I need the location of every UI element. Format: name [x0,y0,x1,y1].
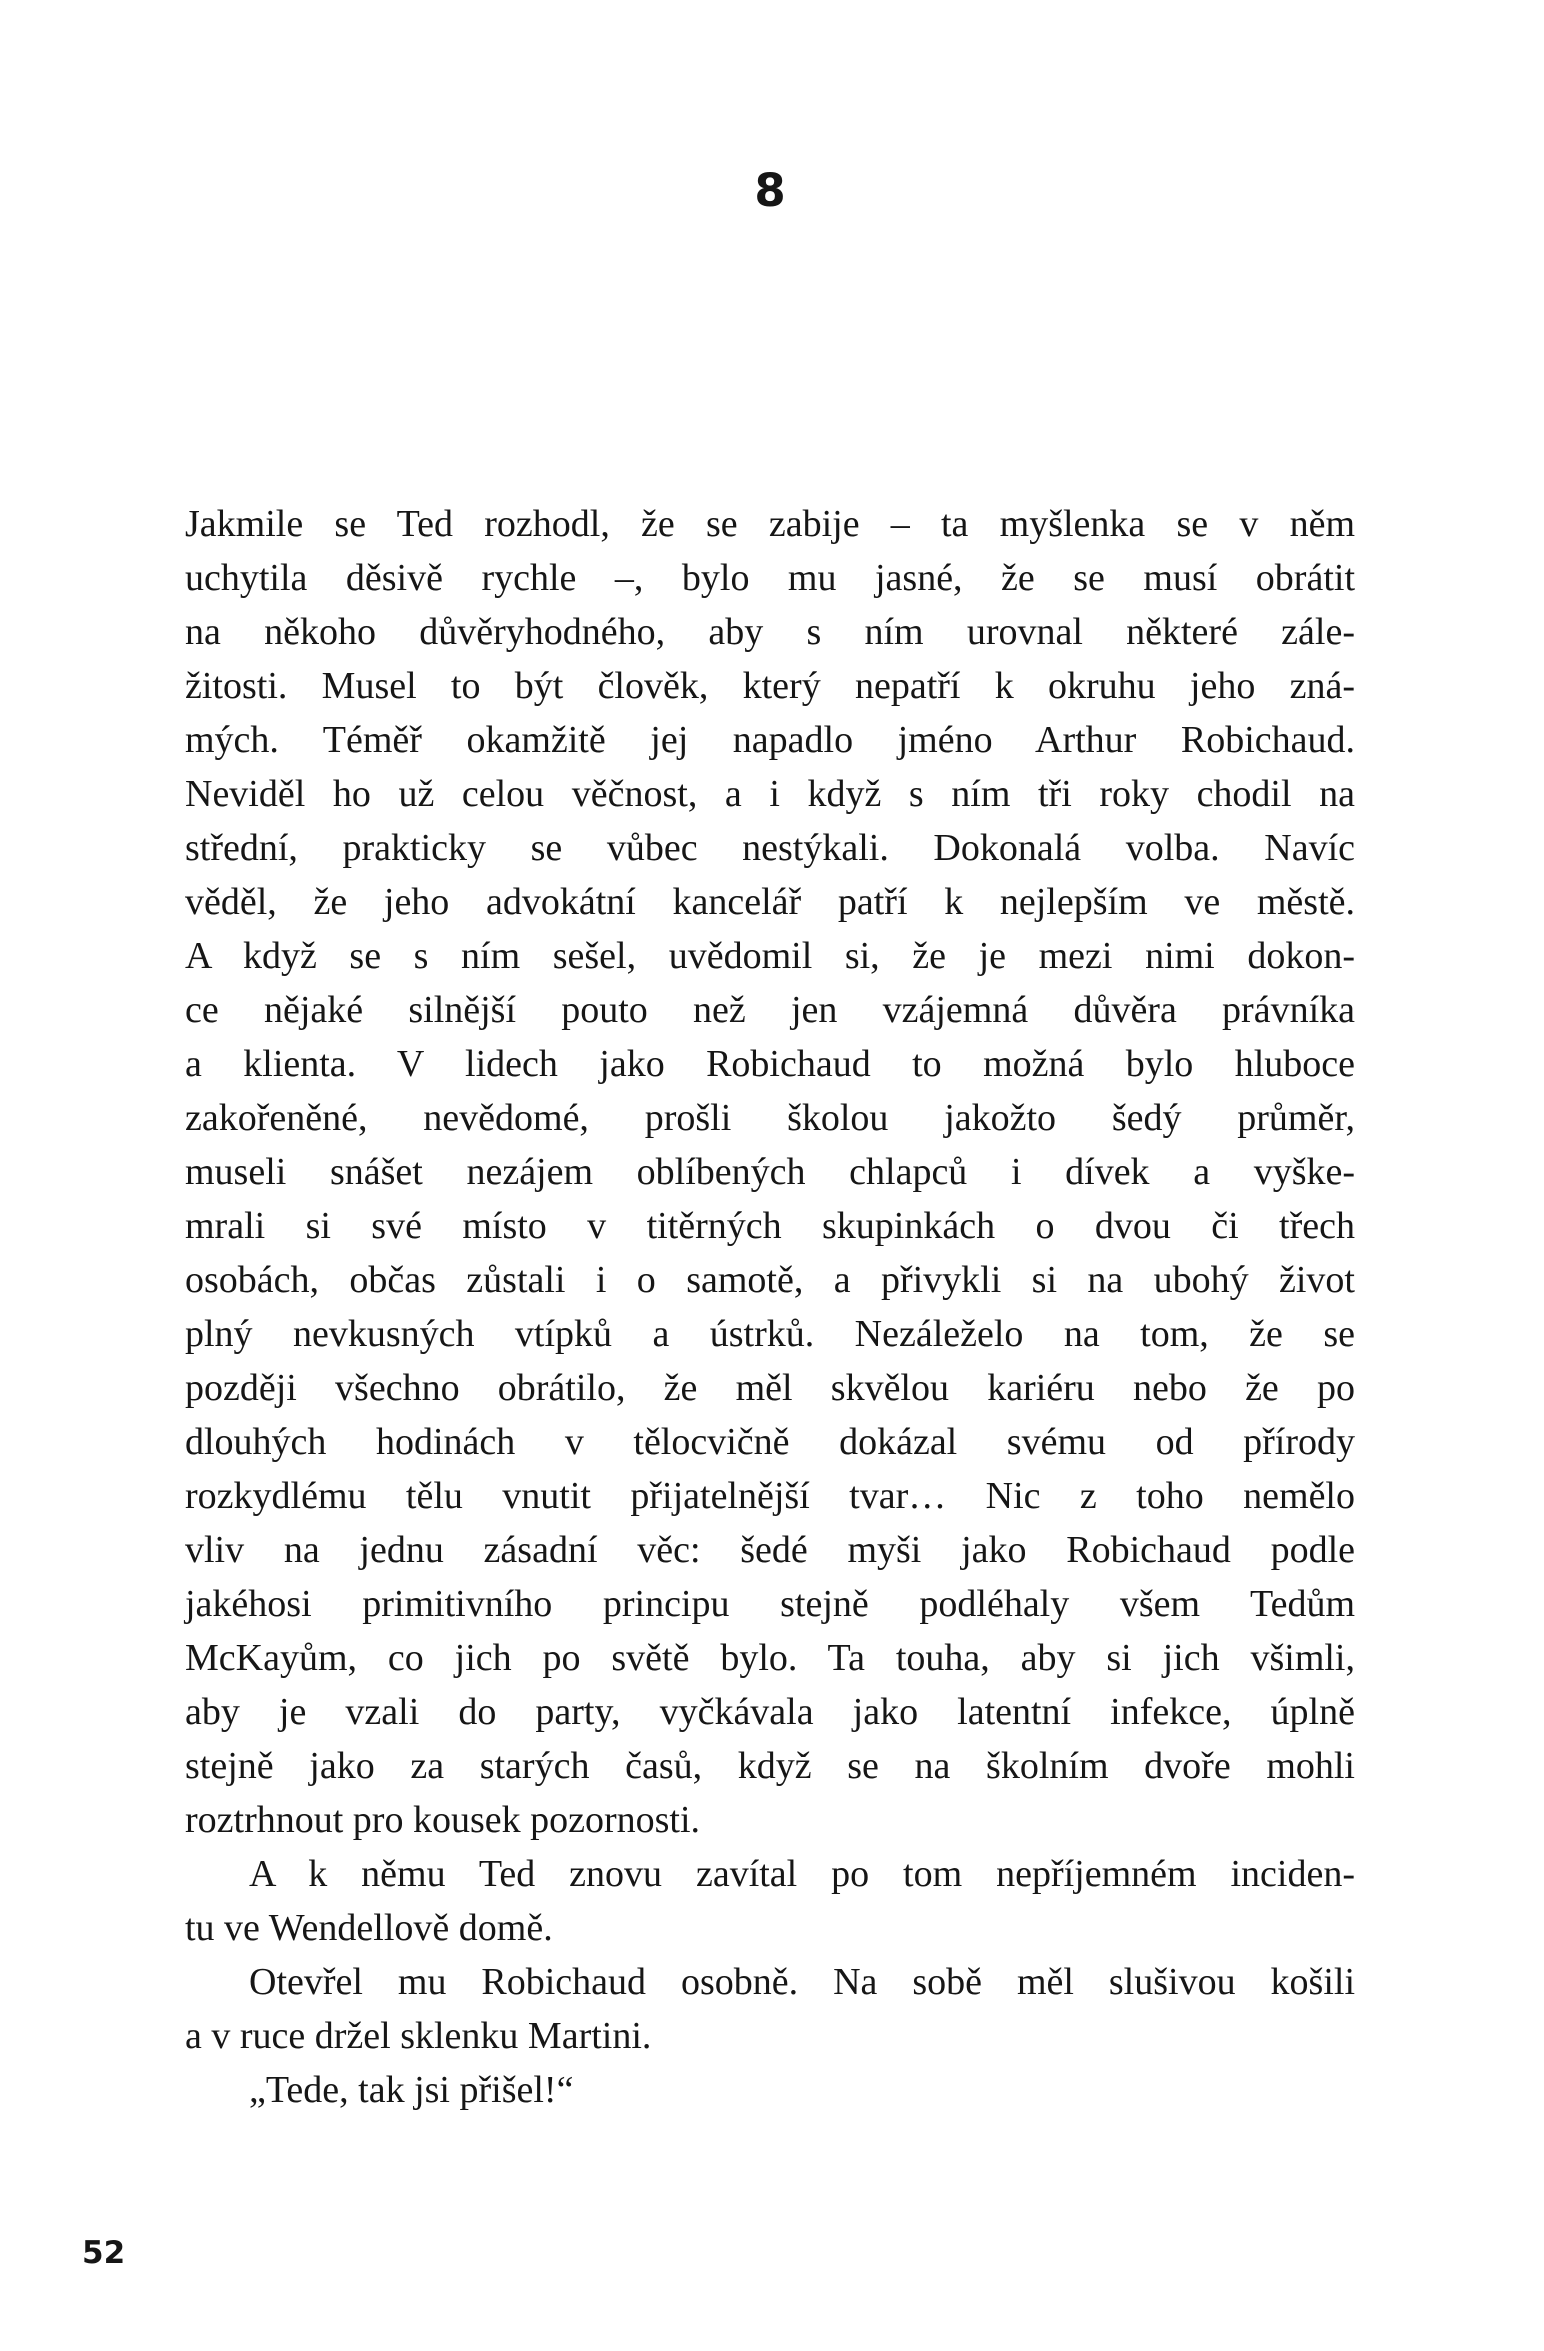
text-line: osobách, občas zůstali i o samotě, a přivykli si na ubohý život [185,1259,1355,1301]
text-line: tu ve Wendellově domě. [185,1907,553,1949]
text-line: mých. Téměř okamžitě jej napadlo jméno Arthur Robichaud. [185,719,1355,761]
text-line: plný nevkusných vtípků a ústrků. Nezáleželo na tom, že se [185,1313,1355,1355]
body-text-block [185,497,1355,2117]
text-line: mrali si své místo v titěrných skupinkách o dvou či třech [185,1205,1355,1247]
chapter-number: 8 [754,164,786,217]
text-line: věděl, že jeho advokátní kancelář patří k nejlepším ve městě. [185,881,1355,923]
text-line: Otevřel mu Robichaud osobně. Na sobě měl slušivou košili [249,1961,1355,2003]
text-line: jakéhosi primitivního principu stejně podléhaly všem Tedům [185,1583,1355,1625]
text-line: na někoho důvěryhodného, aby s ním urovnal některé zále- [185,611,1355,653]
page-number: 52 [82,2235,126,2271]
text-line: museli snášet nezájem oblíbených chlapců i dívek a vyške- [185,1151,1355,1193]
text-line: A k němu Ted znovu zavítal po tom nepříjemném inciden- [249,1853,1355,1895]
text-line: aby je vzali do party, vyčkávala jako latentní infekce, úplně [185,1691,1355,1733]
text-line: A když se s ním sešel, uvědomil si, že je mezi nimi dokon- [185,935,1355,977]
text-line: dlouhých hodinách v tělocvičně dokázal svému od přírody [185,1421,1355,1463]
text-line: střední, prakticky se vůbec nestýkali. Dokonalá volba. Navíc [185,827,1355,869]
text-line: Neviděl ho už celou věčnost, a i když s ním tři roky chodil na [185,773,1355,815]
text-line: později všechno obrátilo, že měl skvělou kariéru nebo že po [185,1367,1355,1409]
text-line: rozkydlému tělu vnutit přijatelnější tvar… Nic z toho nemělo [185,1475,1355,1517]
text-line: a v ruce držel sklenku Martini. [185,2015,652,2057]
text-line: vliv na jednu zásadní věc: šedé myši jako Robichaud podle [185,1529,1355,1571]
text-line: stejně jako za starých časů, když se na školním dvoře mohli [185,1745,1355,1787]
text-line: McKayům, co jich po světě bylo. Ta touha, aby si jich všimli, [185,1637,1355,1679]
text-line: a klienta. V lidech jako Robichaud to možná bylo hluboce [185,1043,1355,1085]
text-line: uchytila děsivě rychle –, bylo mu jasné, že se musí obrátit [185,557,1355,599]
text-line: „Tede, tak jsi přišel!“ [249,2069,574,2111]
text-line: Jakmile se Ted rozhodl, že se zabije – ta myšlenka se v něm [185,503,1355,545]
text-line: ce nějaké silnější pouto než jen vzájemná důvěra právníka [185,989,1355,1031]
text-line: roztrhnout pro kousek pozornosti. [185,1799,701,1841]
text-line: zakořeněné, nevědomé, prošli školou jakožto šedý průměr, [185,1097,1355,1139]
text-line: žitosti. Musel to být člověk, který nepatří k okruhu jeho zná- [185,665,1355,707]
